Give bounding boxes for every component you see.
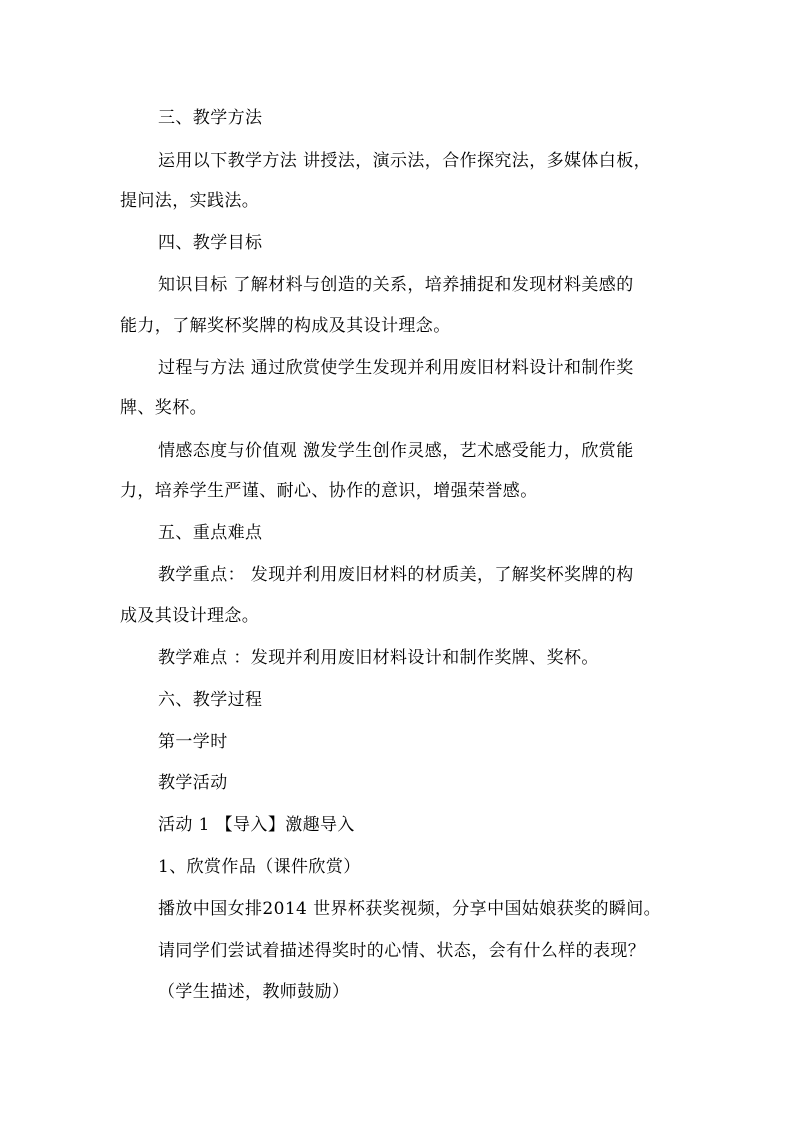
paragraph-line: （学生描述，教师鼓励） bbox=[158, 982, 350, 1002]
section-heading-methods: 三、教学方法 bbox=[158, 108, 263, 128]
paragraph-line: 情感态度与价值观 激发学生创作灵感，艺术感受能力，欣赏能 bbox=[158, 441, 634, 461]
activity-title: 活动 1 【导入】激趣导入 bbox=[158, 815, 355, 835]
subheading-first-lesson: 第一学时 bbox=[158, 732, 228, 752]
paragraph-line: 请同学们尝试着描述得奖时的心情、状态，会有什么样的表现？ bbox=[158, 941, 646, 961]
paragraph-line: 成及其设计理念。 bbox=[120, 606, 260, 626]
section-heading-process: 六、教学过程 bbox=[158, 690, 263, 710]
activity-step: 1、欣赏作品（课件欣赏） bbox=[158, 857, 361, 877]
paragraph-line: 牌、奖杯。 bbox=[120, 398, 207, 418]
subheading-activities: 教学活动 bbox=[158, 773, 228, 793]
paragraph-line: 运用以下教学方法 讲授法，演示法，合作探究法，多媒体白板， bbox=[158, 151, 652, 171]
paragraph-line: 知识目标 了解材料与创造的关系，培养捕捉和发现材料美感的 bbox=[158, 275, 634, 295]
paragraph-line: 力，培养学生严谨、耐心、协作的意识，增强荣誉感。 bbox=[120, 481, 538, 501]
paragraph-line: 教学难点 ：发现并利用废旧材料设计和制作奖牌、奖杯。 bbox=[158, 648, 599, 668]
paragraph-line: 过程与方法 通过欣赏使学生发现并利用废旧材料设计和制作奖 bbox=[158, 358, 634, 378]
paragraph-line: 能力，了解奖杯奖牌的构成及其设计理念。 bbox=[120, 316, 451, 336]
section-heading-objectives: 四、教学目标 bbox=[158, 233, 263, 253]
paragraph-line: 提问法，实践法。 bbox=[120, 191, 260, 211]
paragraph-line: 播放中国女排2014 世界杯获奖视频，分享中国姑娘获奖的瞬间。 bbox=[158, 899, 662, 919]
section-heading-key-points: 五、重点难点 bbox=[158, 523, 263, 543]
paragraph-line: 教学重点： 发现并利用废旧材料的材质美，了解奖杯奖牌的构 bbox=[158, 565, 634, 585]
